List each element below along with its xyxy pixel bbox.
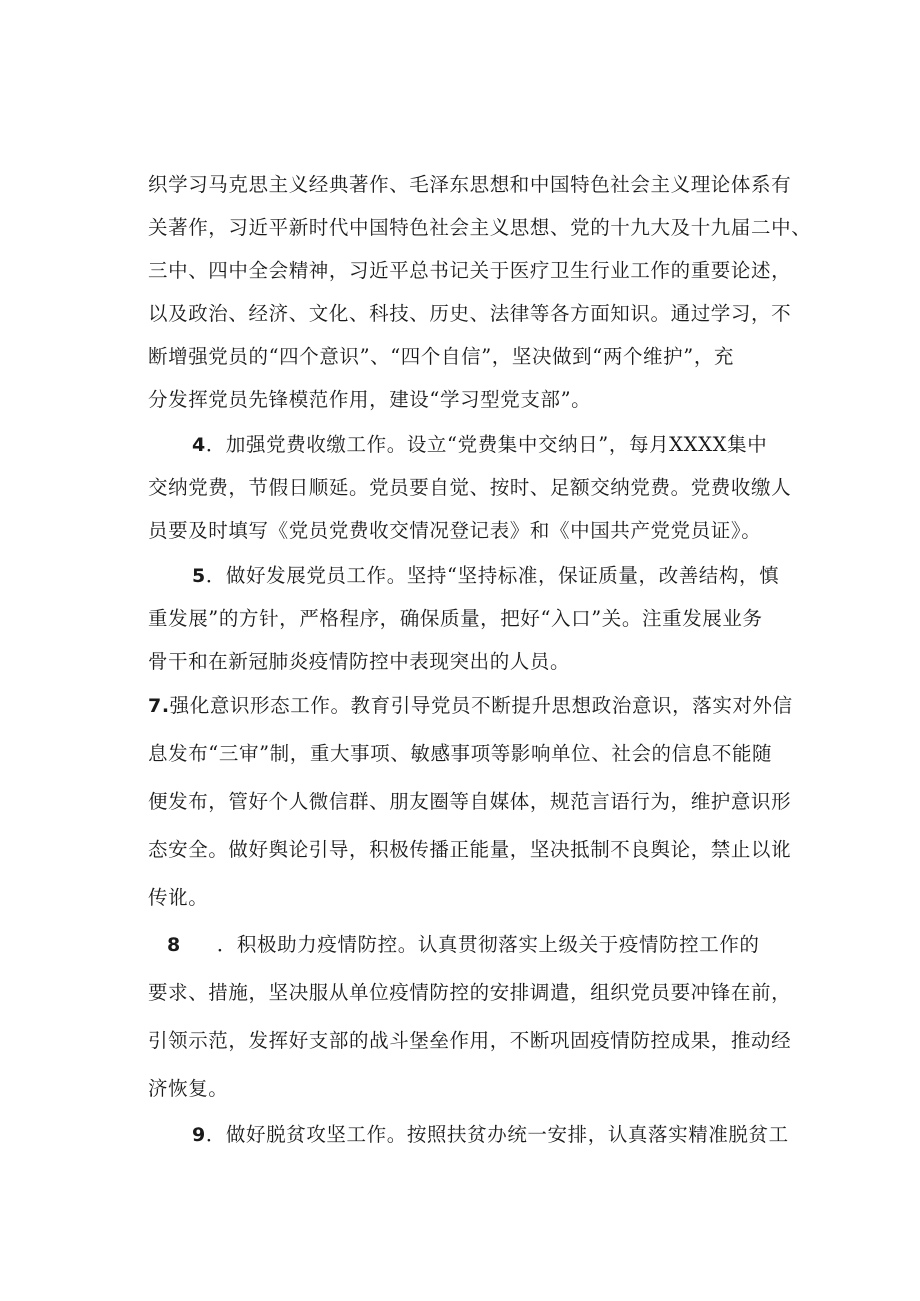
item-7-heading (148, 691, 793, 721)
text-line: 重发展”的方针，严格程序，确保质量，把好“入口”关。注重发展业务 (148, 607, 763, 630)
item-text: ．积极助力疫情防控。认真贯彻落实上级关于疫情防控工作的 (216, 933, 760, 956)
text-line: 分发挥党员先锋模范作用，建设“学习型党支部”。 (148, 388, 592, 411)
text-line: 三中、四中全会精神，习近平总书记关于医疗卫生行业工作的重要论述， (148, 259, 792, 282)
text-line: 员要及时填写《党员党费收交情况登记表》和《中国共产党党员证》。 (148, 519, 762, 542)
item-9-heading (192, 1120, 789, 1150)
item-text: ．加强党费收缴工作。设立“党费集中交纳日”，每月XXXX集中 (205, 433, 768, 456)
text-line: 关著作，习近平新时代中国特色社会主义思想、党的十九大及十九届二中、 (148, 216, 812, 239)
item-text: ．做好脱贫攻坚工作。按照扶贫办统一安排，认真落实精准脱贫工 (205, 1123, 789, 1146)
item-8-heading (167, 930, 760, 960)
text-line: 引领示范，发挥好支部的战斗堡垒作用，不断巩固疫情防控成果，推动经 (148, 1029, 792, 1052)
item-number: 9 (192, 1124, 206, 1146)
item-number: 7. (148, 695, 170, 717)
text-line: 息发布“三审”制，重大事项、敏感事项等影响单位、社会的信息不能随 (148, 742, 773, 765)
text-line: 以及政治、经济、文化、科技、历史、法律等各方面知识。通过学习，不 (148, 302, 792, 325)
text-line: 交纳党费，节假日顺延。党员要自觉、按时、足额交纳党费。党费收缴人 (148, 476, 792, 499)
text-line: 便发布，管好个人微信群、朋友圈等自媒体，规范言语行为，维护意识形 (148, 790, 792, 813)
item-5-heading (192, 561, 779, 591)
item-text: 强化意识形态工作。教育引导党员不断提升思想政治意识，落实对外信 (169, 694, 793, 717)
text-line: 态安全。做好舆论引导，积极传播正能量，坚决抵制不良舆论，禁止以讹 (148, 838, 792, 861)
text-line: 织学习马克思主义经典著作、毛泽东思想和中国特色社会主义理论体系有 (148, 173, 792, 196)
text-line: 骨干和在新冠肺炎疫情防控中表现突出的人员。 (148, 650, 571, 673)
text-line: 断增强党员的“四个意识”、“四个自信”，坚决做到“两个维护”，充 (148, 345, 735, 368)
item-number: 4 (192, 434, 206, 456)
item-text: ．做好发展党员工作。坚持“坚持标准，保证质量，改善结构，慎 (205, 564, 780, 587)
text-line: 传讹。 (148, 886, 209, 909)
item-number: 5 (192, 565, 206, 587)
item-4-heading (192, 430, 767, 460)
text-line: 济恢复。 (148, 1077, 229, 1100)
item-number: 8 (167, 934, 181, 956)
text-line: 要求、措施，坚决服从单位疫情防控的安排调遣，组织党员要冲锋在前， (148, 981, 792, 1004)
